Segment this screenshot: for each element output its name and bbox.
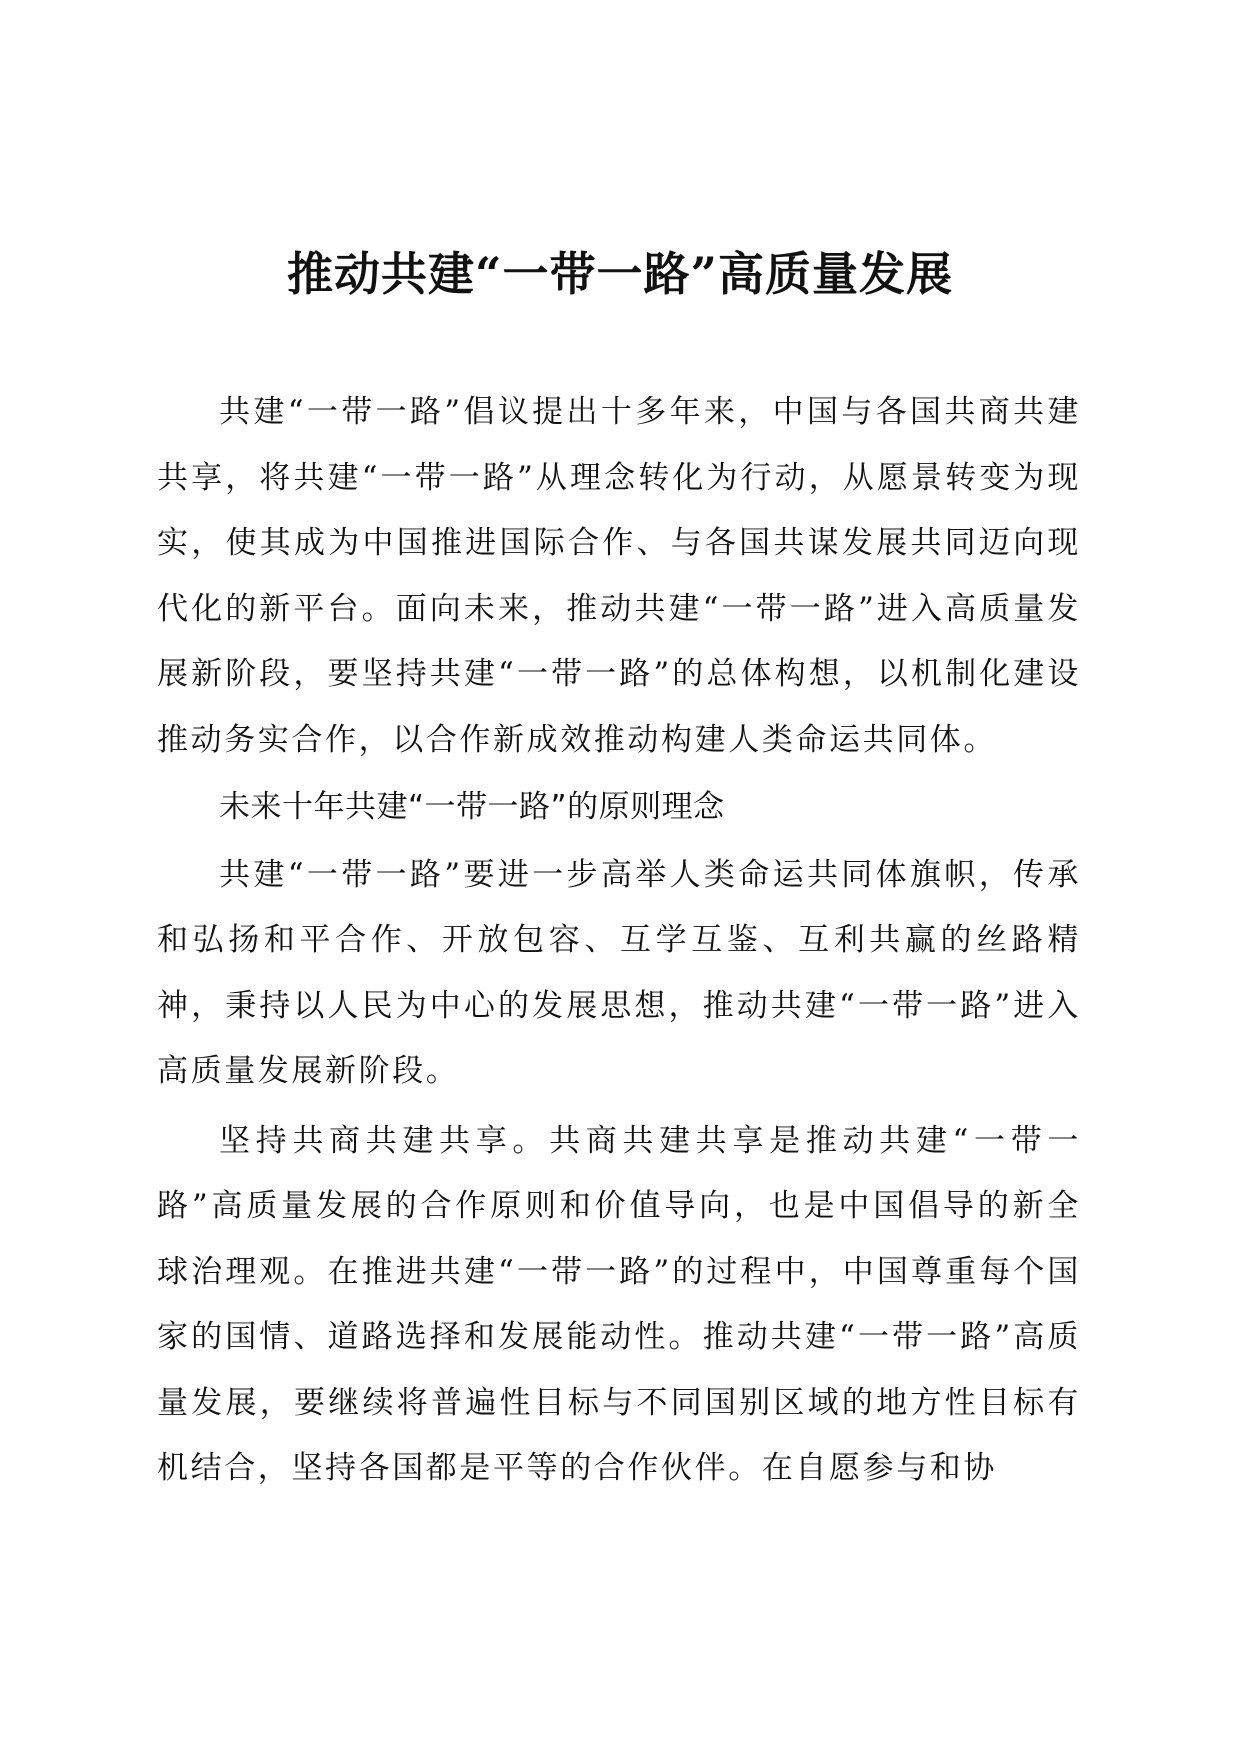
section-heading: 未来十年共建“一带一路”的原则理念: [219, 789, 725, 825]
document-body: [157, 380, 1081, 1502]
paragraph-principles: 共建“一带一路”要进一步高举人类命运共同体旗帜，传承和弘扬和平合作、开放包容、互学互鉴、互利共赢的丝路精神，秉持以人民为中心的发展思想，推动共建“一带一路”进入高质量发展新阶段。: [157, 856, 1081, 1089]
document-title: 推动共建“一带一路”高质量发展: [287, 247, 953, 301]
paragraph-intro: 共建“一带一路”倡议提出十多年来，中国与各国共商共建共享，将共建“一带一路”从理念转化为行动，从愿景转变为现实，使其成为中国推进国际合作、与各国共谋发展共同迈向现代化的新平台。面向未来，推动共建“一带一路”进入高质量发展新阶段，要坚持共建“一带一路”的总体构想，以机制化建设推动务实合作，以合作新成效推动构建人类命运共同体。: [157, 394, 1081, 758]
paragraph-consultation: 坚持共商共建共享。共商共建共享是推动共建“一带一路”高质量发展的合作原则和价值导向，也是中国倡导的新全球治理观。在推进共建“一带一路”的过程中，中国尊重每个国家的国情、道路选择和发展能动性。推动共建“一带一路”高质量发展，要继续将普遍性目标与不同国别区域的地方性目标有机结合，坚持各国都是平等的合作伙伴。在自愿参与和协: [157, 1122, 1081, 1486]
